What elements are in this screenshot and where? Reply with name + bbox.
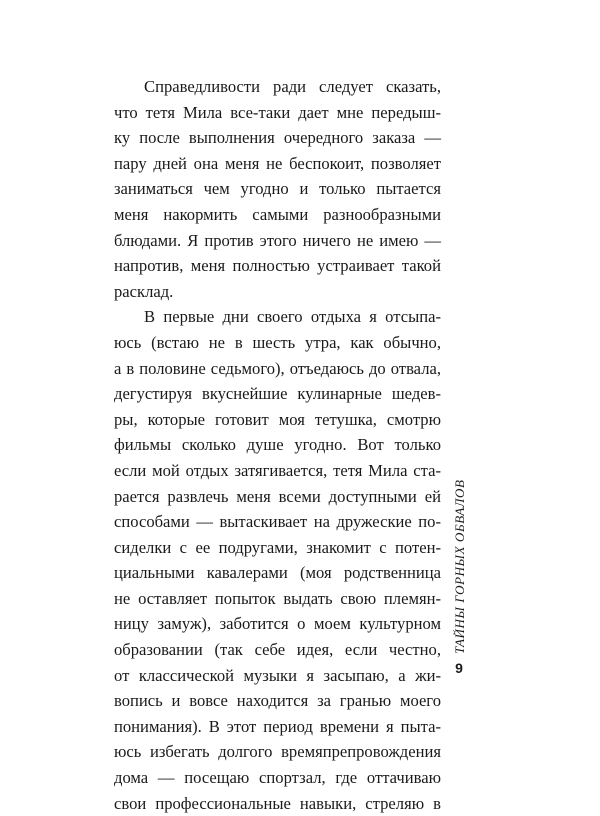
text-line: заниматься чем угодно и только пытается — [114, 179, 441, 199]
text-line: понимания). В этот период времени я пыта- — [114, 716, 441, 736]
text-line: рается развлечь меня всеми доступными ей — [114, 486, 441, 506]
text-line: сиделки с ее подругами, знакомит с потен- — [114, 537, 441, 557]
text-line: меня накормить самыми разнообразными — [114, 204, 441, 224]
text-line: расклад. — [114, 281, 174, 301]
body-text — [114, 74, 441, 816]
text-line: способами — вытаскивает на дружеские по- — [114, 512, 441, 532]
text-line: не оставляет попыток выдать свою племян- — [114, 588, 441, 608]
text-line: циальными кавалерами (моя родственница — [114, 563, 441, 583]
text-line: свои профессиональные навыки, стреляю в — [114, 793, 441, 813]
text-line: юсь (встаю не в шесть утра, как обычно, — [114, 332, 441, 352]
running-head — [450, 480, 470, 660]
text-line: что тетя Мила все-таки дает мне передыш- — [114, 102, 441, 122]
text-line: вопись и вовсе находится за гранью моего — [114, 691, 441, 711]
text-line: ры, которые готовит моя тетушка, смотрю — [114, 409, 441, 429]
text-line: ницу замуж), заботится о моем культурном — [114, 614, 441, 634]
text-line: пару дней она меня не беспокоит, позволяет — [114, 153, 441, 173]
text-line: ку после выполнения очередного заказа — — [114, 128, 441, 148]
text-line: а в половине седьмого), отъедаюсь до отвала, — [114, 358, 441, 378]
text-line: от классической музыки я засыпаю, а жи- — [114, 665, 441, 685]
text-line: напротив, меня полностью устраивает такой — [114, 256, 441, 276]
text-line: дома — посещаю спортзал, где оттачиваю — [114, 768, 441, 788]
text-line: блюдами. Я против этого ничего не имею — — [114, 230, 441, 250]
text-line: дегустируя вкуснейшие кулинарные шедев- — [114, 384, 441, 404]
text-line: если мой отдых затягивается, тетя Мила ста- — [114, 460, 441, 480]
text-line: образовании (так себе идея, если честно, — [114, 640, 441, 660]
text-line: фильмы сколько душе угодно. Вот только — [114, 435, 441, 455]
text-line: В первые дни своего отдыха я отсыпа- — [144, 307, 441, 327]
running-head-text: ТАЙНЫ ГОРНЫХ ОБВАЛОВ — [452, 479, 467, 654]
text-line: Справедливости ради следует сказать, — [144, 77, 441, 96]
text-line: юсь избегать долгого времяпрепровождения — [114, 742, 441, 762]
page-number: 9 — [455, 660, 463, 676]
